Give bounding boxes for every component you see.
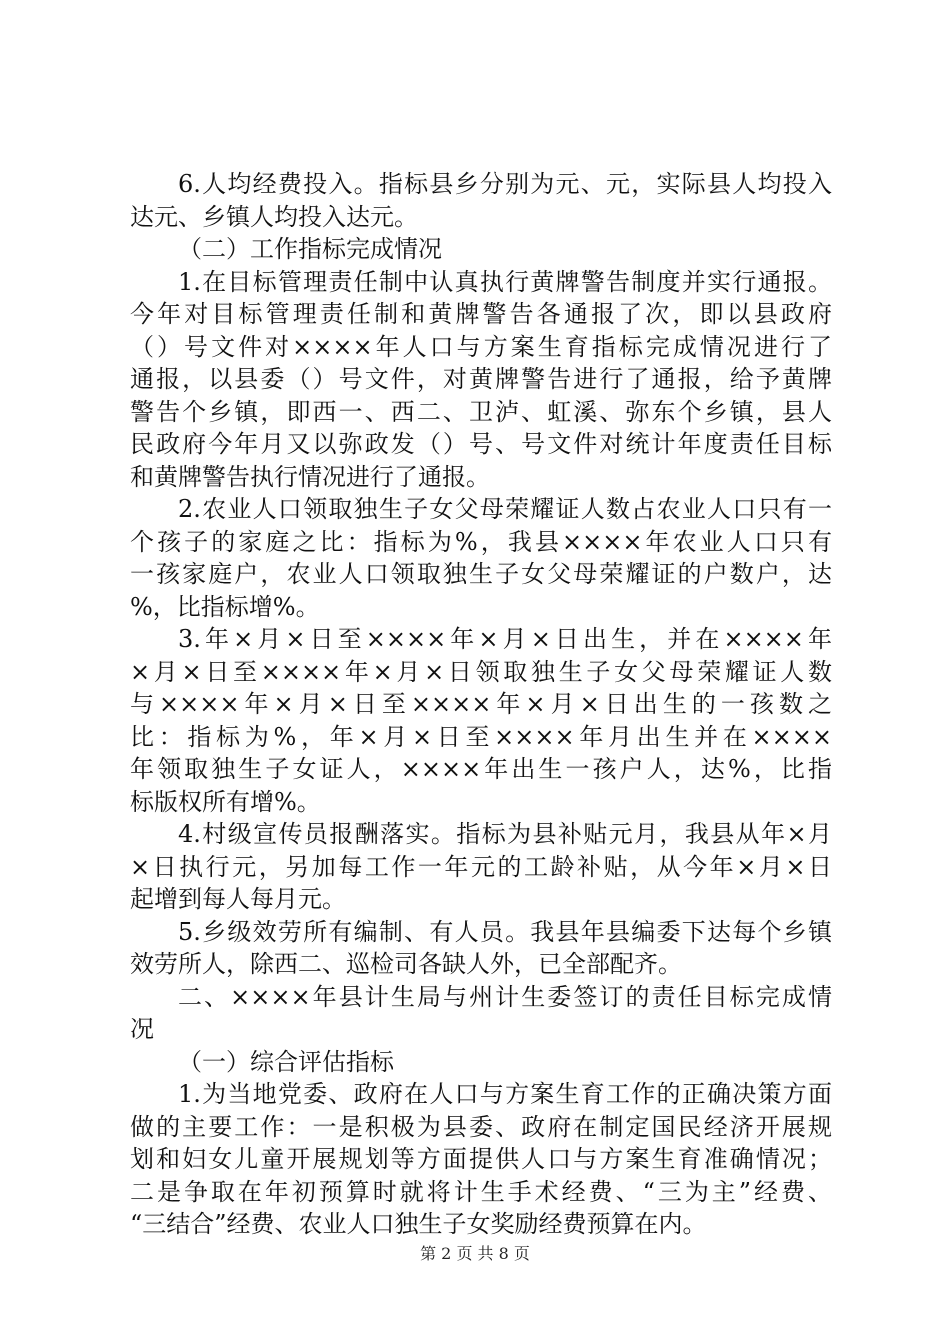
text-line: 警告个乡镇，即西一、西二、卫泸、虹溪、弥东个乡镇，县人 xyxy=(130,397,832,426)
text-line: 年领取独生子女证人，××××年出生一孩户人，达%，比指 xyxy=(130,755,832,783)
text-line: （）号文件对××××年人口与方案生育指标完成情况进行了 xyxy=(130,332,832,361)
text-line: 通报，以县委（）号文件，对黄牌警告进行了通报，给予黄牌 xyxy=(130,365,832,393)
page-number-footer: 第 2 页 共 8 页 xyxy=(420,1244,530,1263)
text-line: 二是争取在年初预算时就将计生手术经费、“三为主”经费、 xyxy=(130,1177,832,1206)
section-heading: （二）工作指标完成情况 xyxy=(178,235,442,263)
section-heading: （一）综合评估指标 xyxy=(178,1047,394,1076)
text-line: 效劳所人，除西二、巡检司各缺人外，已全部配齐。 xyxy=(130,950,682,978)
text-line: 个孩子的家庭之比：指标为%，我县××××年农业人口只有 xyxy=(130,527,832,556)
text-line: ×日执行元，另加每工作一年元的工龄补贴，从今年×月×日 xyxy=(130,852,832,881)
text-line: 划和妇女儿童开展规划等方面提供人口与方案生育准确情况； xyxy=(130,1145,832,1173)
text-line: 民政府今年月又以弥政发（）号、号文件对统计年度责任目标 xyxy=(130,430,832,458)
section-heading: 况 xyxy=(130,1015,154,1043)
text-line: 1.在目标管理责任制中认真执行黄牌警告制度并实行通报。 xyxy=(178,267,832,296)
section-heading: 二、××××年县计生局与州计生委签订的责任目标完成情 xyxy=(178,982,832,1011)
document-body xyxy=(130,168,832,1241)
text-line: “三结合”经费、农业人口独生子女奖励经费预算在内。 xyxy=(130,1210,707,1238)
text-line: 3.年×月×日至××××年×月×日出生，并在××××年 xyxy=(178,625,832,653)
text-line: %，比指标增%。 xyxy=(130,592,320,621)
text-line: 比：指标为%，年×月×日至××××年月出生并在×××× xyxy=(130,722,832,751)
text-line: 2.农业人口领取独生子女父母荣耀证人数占农业人口只有一 xyxy=(178,495,832,523)
text-line: 标版权所有增%。 xyxy=(130,787,321,816)
text-line: 和黄牌警告执行情况进行了通报。 xyxy=(130,462,490,491)
text-line: 达元、乡镇人均投入达元。 xyxy=(130,202,418,231)
text-line: 一孩家庭户，农业人口领取独生子女父母荣耀证的户数户，达 xyxy=(130,560,832,588)
text-line: 6.人均经费投入。指标县乡分别为元、元，实际县人均投入 xyxy=(178,170,832,198)
text-line: 今年对目标管理责任制和黄牌警告各通报了次，即以县政府 xyxy=(130,300,832,328)
text-line: 起增到每人每月元。 xyxy=(130,885,346,913)
text-line: 与××××年×月×日至××××年×月×日出生的一孩数之 xyxy=(130,690,832,718)
text-line: 做的主要工作：一是积极为县委、政府在制定国民经济开展规 xyxy=(130,1112,832,1141)
text-line: 1.为当地党委、政府在人口与方案生育工作的正确决策方面 xyxy=(178,1080,832,1108)
text-line: 5.乡级效劳所有编制、有人员。我县年县编委下达每个乡镇 xyxy=(178,917,832,946)
text-line: 4.村级宣传员报酬落实。指标为县补贴元月，我县从年×月 xyxy=(178,820,832,848)
text-line: ×月×日至××××年×月×日领取独生子女父母荣耀证人数 xyxy=(130,657,832,686)
